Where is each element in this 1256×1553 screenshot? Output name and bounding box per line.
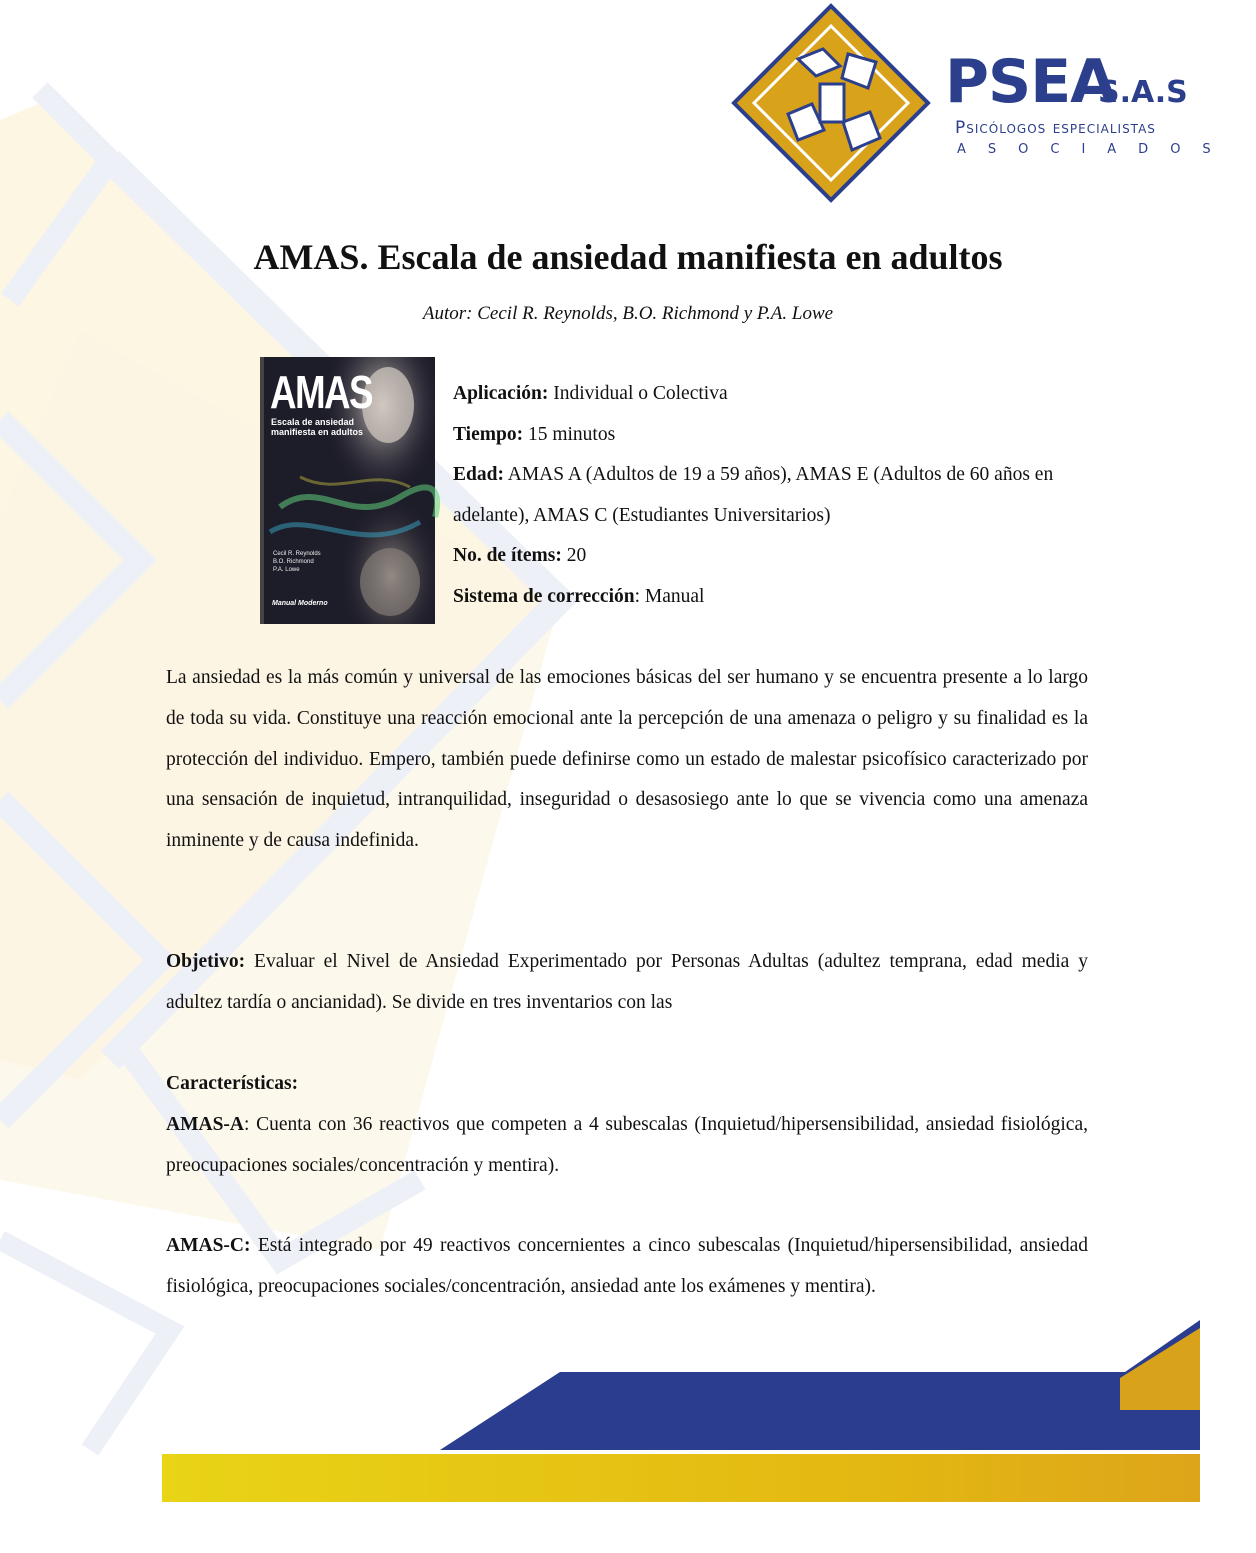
book-cover-image <box>260 357 435 624</box>
amas-c-paragraph <box>166 1226 1088 1308</box>
objective-paragraph <box>166 942 1088 1024</box>
brand-suffix: S.A.S <box>1098 75 1188 110</box>
intro-paragraph: La ansiedad es la más común y universal de las emociones básicas del ser humano y se encuentra presente a lo largo de toda su vida. Constituye una reacción emocional ante la percepción de una amenaza o peligro y su finalidad es la protección del individuo. Empero, también puede definirse como un estado de malestar psicofísico caracterizado por una sensación de inquietud, intranquilidad, inseguridad o desasosiego ante lo que se vivencia como una amenaza inminente y de causa indefinida. <box>166 667 1088 852</box>
cover-authors <box>273 550 321 574</box>
amas-c-label: AMAS-C: <box>166 1235 251 1256</box>
brand-tagline-associates: ASOCIADOS <box>957 142 1233 157</box>
spec-items: No. de ítems: 20 <box>453 545 587 567</box>
cover-author: Cecil R. Reynolds <box>273 551 321 557</box>
logo-diamond-icon <box>728 4 938 204</box>
brand-name: PSEA <box>945 47 1116 117</box>
spec-time: Tiempo: 15 minutos <box>453 423 616 445</box>
cover-subtitle: Escala de ansiedad manifiesta en adultos <box>271 417 364 438</box>
objective-label: Objetivo: <box>166 951 246 972</box>
document-author: Autor: Cecil R. Reynolds, B.O. Richmond y P.A. Lowe <box>422 303 834 324</box>
cover-title: AMAS <box>270 366 372 418</box>
characteristics-heading: Características: <box>166 1073 299 1094</box>
cover-publisher: Manual Moderno <box>272 600 328 607</box>
test-specs <box>453 374 1093 618</box>
footer-stripes <box>0 1320 1200 1553</box>
brand-tagline: Psicólogos especialistas <box>955 118 1156 138</box>
cover-author: P.A. Lowe <box>273 567 300 574</box>
amas-a-text: : Cuenta con 36 reactivos que competen a 4 subescalas (Inquietud/hipersensibilidad, ansiedad fisiológica, preocupaciones sociales/concentración y mentira). <box>166 1113 1088 1176</box>
company-logo <box>728 4 1233 204</box>
cover-author: B.O. Richmond <box>273 559 314 566</box>
document-title: AMAS. Escala de ansiedad manifiesta en adultos <box>253 237 1003 277</box>
amas-c-text: Está integrado por 49 reactivos concernientes a cinco subescalas (Inquietud/hipersensibilidad, ansiedad fisiológica, preocupaciones sociales/concentración, ansiedad ante los exámenes y mentira). <box>166 1235 1088 1297</box>
amas-a-label: AMAS-A <box>166 1113 244 1135</box>
spec-age: Edad: AMAS A (Adultos de 19 a 59 años), AMAS E (Adultos de 60 años en adelante), AMAS C (Estudiantes Universitarios) <box>453 464 1054 526</box>
spec-application: Aplicación: Individual o Colectiva <box>453 383 728 404</box>
spec-correction: Sistema de corrección: Manual <box>453 585 705 607</box>
characteristics-section <box>166 1064 1088 1186</box>
objective-text: Evaluar el Nivel de Ansiedad Experimentado por Personas Adultas (adultez temprana, edad media y adultez tardía o ancianidad). Se divide en tres inventarios con las <box>166 951 1088 1013</box>
